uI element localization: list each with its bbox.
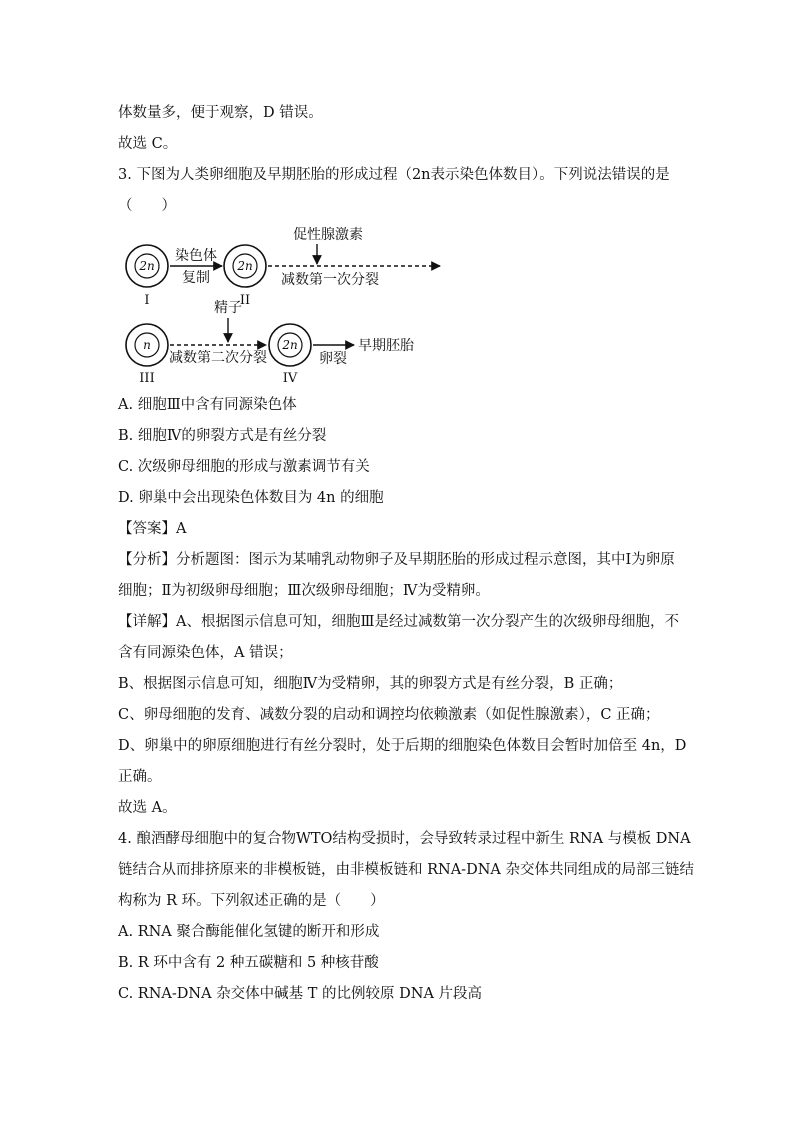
text-line: 故选 C。 <box>118 136 178 152</box>
question-4-stem: 4. 酿酒酵母细胞中的复合物WTO结构受损时，会导致转录过程中新生 RNA 与模板 DNA <box>118 831 691 847</box>
meiosis-1-label: 减数第一次分裂 <box>281 272 379 288</box>
cleavage-label: 卵裂 <box>319 351 347 367</box>
answer: 【答案】A <box>118 521 187 537</box>
question-3-paren: （ ） <box>118 198 176 214</box>
explanation: C、卵母细胞的发育、减数分裂的启动和调控均依赖激素（如促性腺激素），C 正确； <box>118 707 660 723</box>
text-line: 体数量多，便于观察，D 错误。 <box>118 105 323 121</box>
cell-IV-label: IV <box>282 371 298 386</box>
option-C: C. 次级卵母细胞的形成与激素调节有关 <box>118 459 370 475</box>
sperm-label: 精子 <box>214 300 242 316</box>
explanation: D、卵巢中的卵原细胞进行有丝分裂时，处于后期的细胞染色体数目会暂时加倍至 4n，D <box>118 738 687 754</box>
final-answer: 故选 A。 <box>118 800 177 816</box>
explanation: 【详解】A、根据图示信息可知，细胞Ⅲ是经过减数第一次分裂产生的次级卵母细胞，不 <box>118 614 679 630</box>
option-C: C. RNA-DNA 杂交体中碱基 T 的比例较原 DNA 片段高 <box>118 986 483 1002</box>
cell-III-ploidy: n <box>143 338 151 352</box>
question-4-stem: 构称为 R 环。下列叙述正确的是（ ） <box>118 893 385 909</box>
embryo-label: 早期胚胎 <box>358 338 414 354</box>
cell-IV <box>269 324 311 386</box>
analysis: 细胞；Ⅱ为初级卵母细胞；Ⅲ次级卵母细胞；Ⅳ为受精卵。 <box>118 583 490 599</box>
cell-IV-ploidy: 2n <box>282 338 298 352</box>
cell-III <box>126 324 168 386</box>
option-B: B. 细胞Ⅳ的卵裂方式是有丝分裂 <box>118 428 327 444</box>
cell-I-ploidy: 2n <box>139 259 155 273</box>
hormone-label: 促性腺激素 <box>293 227 363 243</box>
question-4-stem: 链结合从而排挤原来的非模板链，由非模板链和 RNA-DNA 杂交体共同组成的局部三链结 <box>118 862 694 878</box>
option-A: A. RNA 聚合酶能催化氢键的断开和形成 <box>118 924 380 940</box>
explanation: 含有同源染色体，A 错误； <box>118 645 293 661</box>
question-3-stem: 3. 下图为人类卵细胞及早期胚胎的形成过程（2n表示染色体数目）。下列说法错误的是 <box>118 167 670 183</box>
oogenesis-diagram-svg <box>118 218 448 390</box>
oogenesis-diagram <box>118 218 448 390</box>
arrow-label-chromosome: 染色体 <box>175 248 217 264</box>
cell-II-ploidy: 2n <box>237 259 253 273</box>
explanation: B、根据图示信息可知，细胞Ⅳ为受精卵，其的卵裂方式是有丝分裂，B 正确； <box>118 676 623 692</box>
option-B: B. R 环中含有 2 种五碳糖和 5 种核苷酸 <box>118 955 379 971</box>
explanation: 正确。 <box>118 769 162 785</box>
cell-II <box>224 245 266 308</box>
arrow-label-replication: 复制 <box>182 270 210 286</box>
cell-I-label: I <box>144 293 150 308</box>
option-D: D. 卵巢中会出现染色体数目为 4n 的细胞 <box>118 490 384 506</box>
cell-I <box>126 245 168 308</box>
meiosis-2-label: 减数第二次分裂 <box>169 350 267 366</box>
cell-III-label: III <box>139 371 155 386</box>
option-A: A. 细胞Ⅲ中含有同源染色体 <box>118 397 297 413</box>
analysis: 【分析】分析题图：图示为某哺乳动物卵子及早期胚胎的形成过程示意图，其中Ⅰ为卵原 <box>118 552 675 568</box>
cell-II-label: II <box>239 293 251 308</box>
